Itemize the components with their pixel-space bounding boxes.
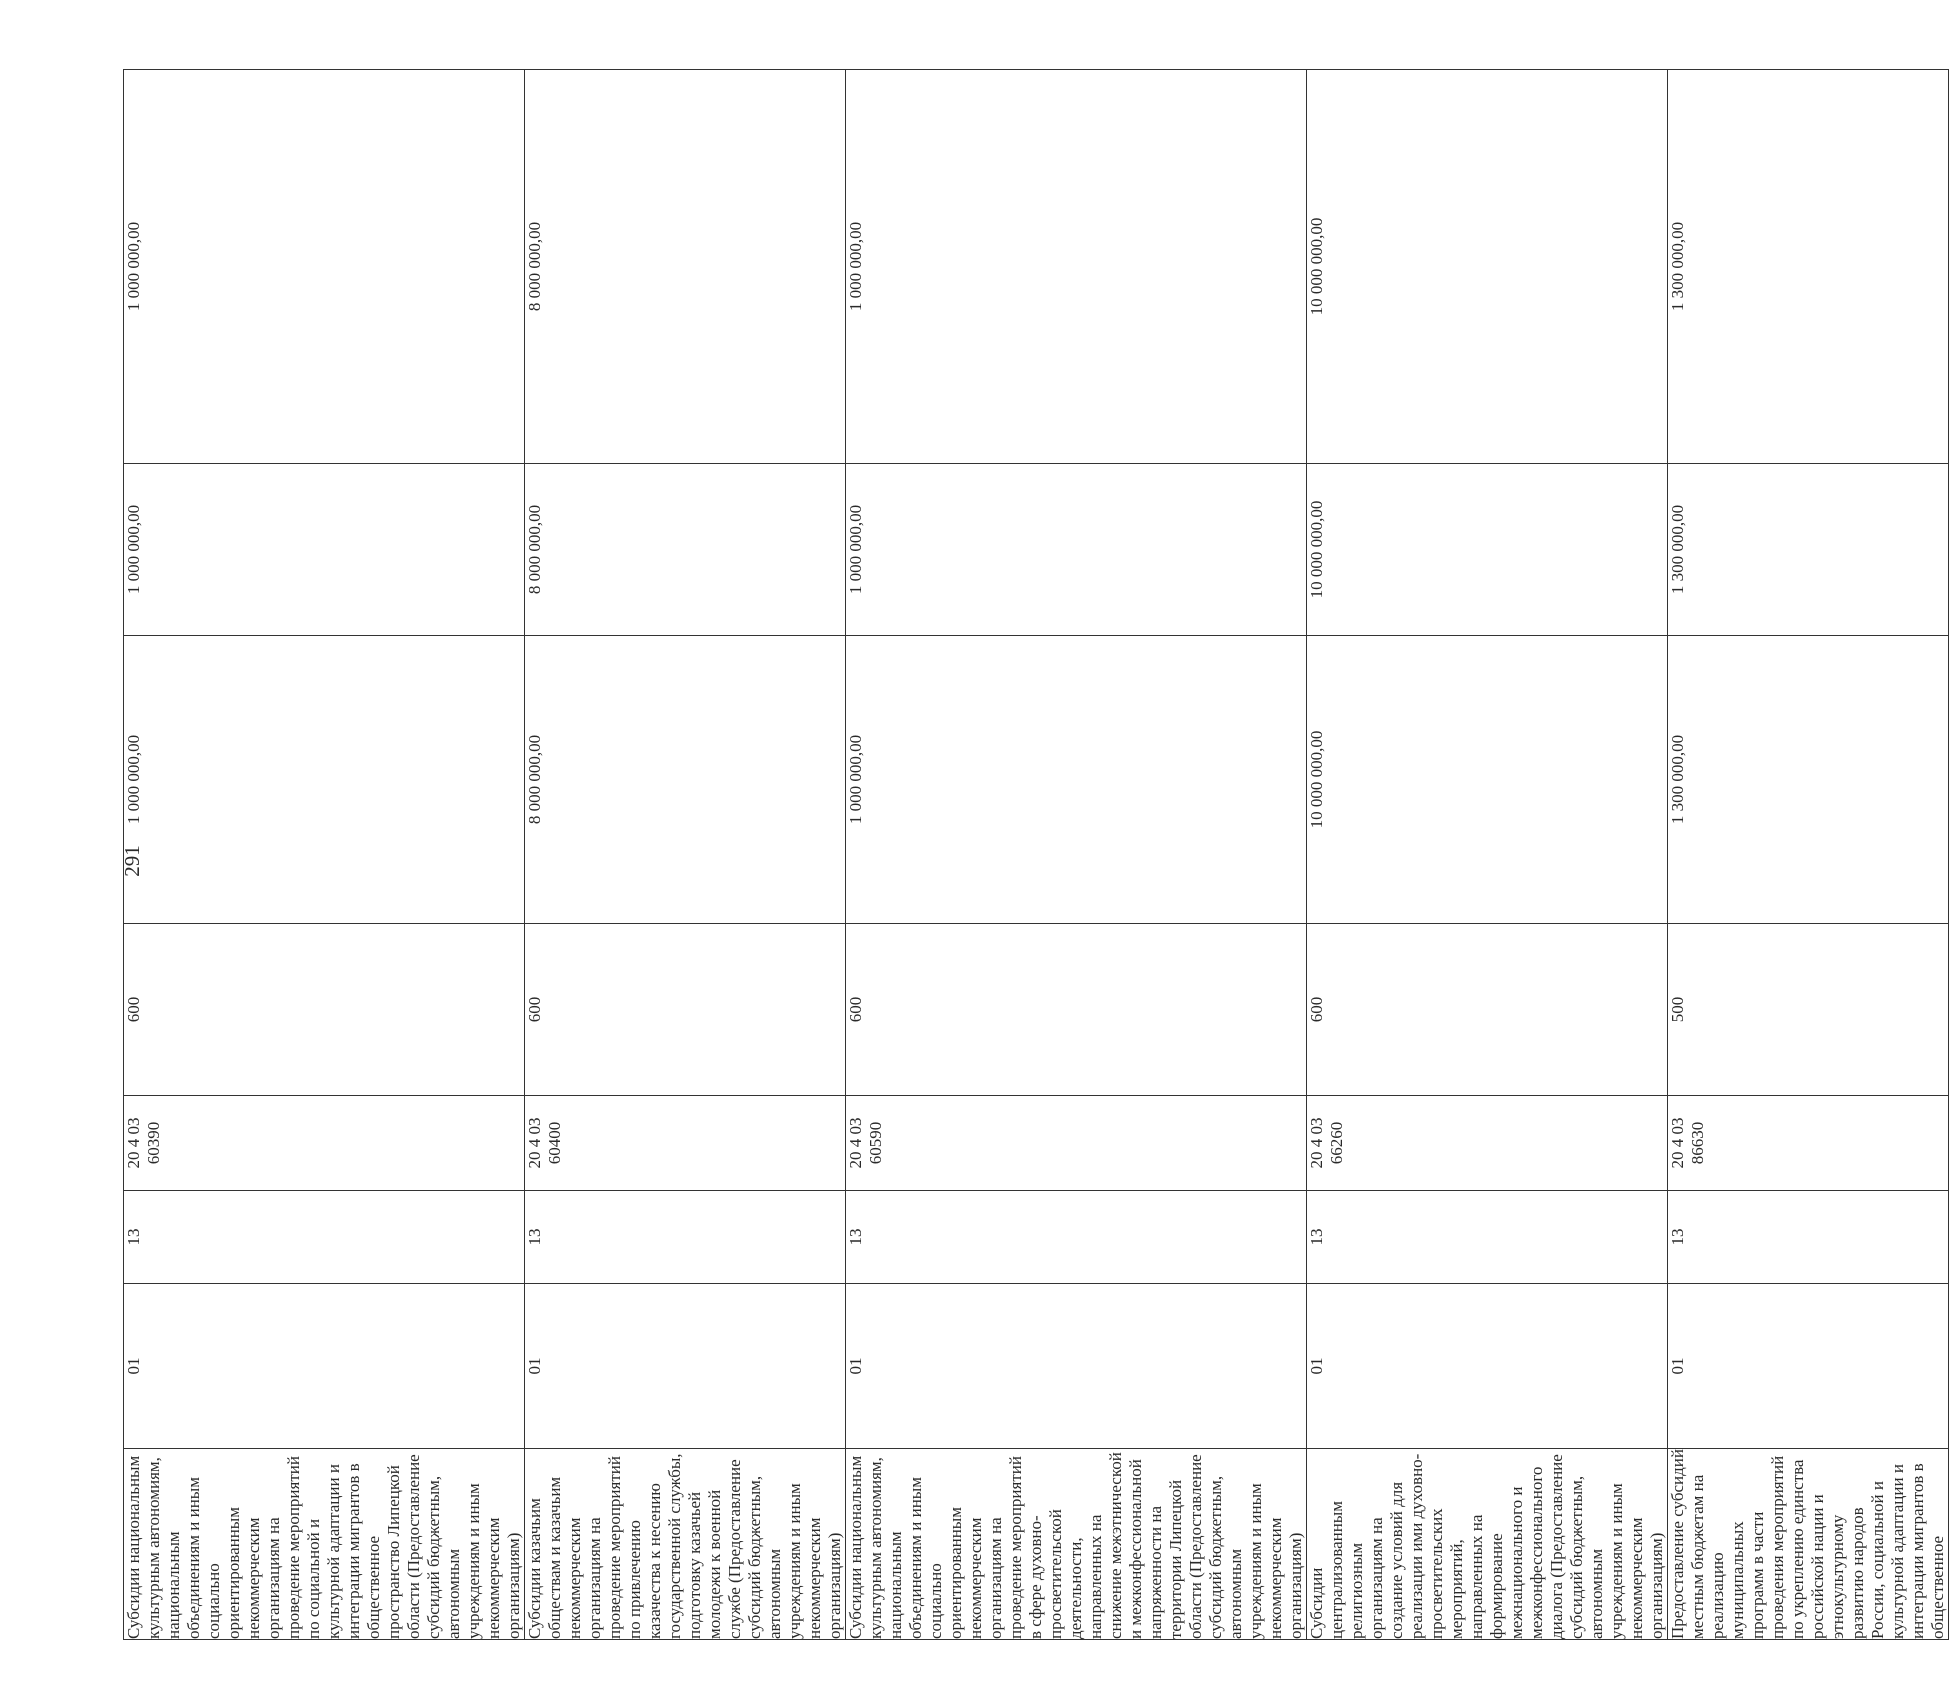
amount-1-cell: 10 000 000,00: [1307, 636, 1668, 924]
amount-1-cell: 1 300 000,00: [1668, 636, 1949, 924]
amount-3-cell: 1 300 000,00: [1668, 70, 1949, 464]
table-row: [1307, 70, 1668, 1640]
subsection-cell: 13: [124, 1191, 525, 1284]
subsection-cell: 13: [525, 1191, 846, 1284]
page-number: 291: [120, 845, 144, 877]
amount-2-cell: 8 000 000,00: [525, 464, 846, 636]
target-article-cell: 20 4 03 60590: [846, 1096, 1307, 1191]
table-row: [124, 70, 525, 1640]
budget-table: [123, 69, 1949, 1640]
subsection-cell: 13: [1668, 1191, 1949, 1284]
amount-2-cell: 1 000 000,00: [124, 464, 525, 636]
subsection-cell: 13: [1307, 1191, 1668, 1284]
amount-3-cell: 8 000 000,00: [525, 70, 846, 464]
amount-1-cell: 1 000 000,00: [846, 636, 1307, 924]
table-row: [846, 70, 1307, 1640]
section-cell: 01: [1668, 1284, 1949, 1449]
table-row: [1668, 70, 1949, 1640]
expense-type-cell: 600: [124, 924, 525, 1096]
section-cell: 01: [124, 1284, 525, 1449]
row-description: Субсидии национальным культурным автономиям, национальным объединениям и иным социально ориентированным некоммерческим организациям на проведение мероприятий по социальной и культурной адаптации и интеграции мигрантов в общественное пространство Липецкой области (Предоставление субсидий бюджетным, автономным учреждениям и иным некоммерческим организациям): [124, 1449, 525, 1640]
row-description: Субсидии национальным культурным автономиям, национальным объединениям и иным социально ориентированным некоммерческим организациям на проведение мероприятий в сфере духовно-просветительской деятельности, направленных на снижение межэтнической и межконфессиональной напряженности на территории Липецкой области (Предоставление субсидий бюджетным, автономным учреждениям и иным некоммерческим организациям): [846, 1449, 1307, 1640]
table-row: [525, 70, 846, 1640]
target-article-cell: 20 4 03 86630: [1668, 1096, 1949, 1191]
expense-type-cell: 600: [846, 924, 1307, 1096]
amount-3-cell: 1 000 000,00: [124, 70, 525, 464]
row-description: Субсидии централизованным религиозным организациям на создание условий для реализации ими духовно-просветительских мероприятий, направленных на формирование межнационального и межконфессионального диалога (Предоставление субсидий бюджетным, автономным учреждениям и иным некоммерческим организациям): [1307, 1449, 1668, 1640]
amount-3-cell: 10 000 000,00: [1307, 70, 1668, 464]
amount-1-cell: 8 000 000,00: [525, 636, 846, 924]
row-description: Предоставление субсидий местным бюджетам на реализацию муниципальных программ в части проведения мероприятий по укреплению единства российской нации и этнокультурному развитию народов России, социальной и культурной адаптации и интеграции мигрантов в общественное: [1668, 1449, 1947, 1639]
target-article-cell: 20 4 03 66260: [1307, 1096, 1668, 1191]
amount-2-cell: 1 000 000,00: [846, 464, 1307, 636]
expense-type-cell: 500: [1668, 924, 1949, 1096]
section-cell: 01: [846, 1284, 1307, 1449]
amount-2-cell: 10 000 000,00: [1307, 464, 1668, 636]
section-cell: 01: [525, 1284, 846, 1449]
subsection-cell: 13: [846, 1191, 1307, 1284]
amount-3-cell: 1 000 000,00: [846, 70, 1307, 464]
target-article-cell: 20 4 03 60400: [525, 1096, 846, 1191]
expense-type-cell: 600: [525, 924, 846, 1096]
expense-type-cell: 600: [1307, 924, 1668, 1096]
row-description: Субсидии казачьим обществам и казачьим некоммерческим организациям на проведение мероприятий по привлечению казачества к несению государственной службы, подготовку казачьей молодежи к военной службе (Предоставление субсидий бюджетным, автономным учреждениям и иным некоммерческим организациям): [525, 1449, 846, 1640]
section-cell: 01: [1307, 1284, 1668, 1449]
budget-table-container: [123, 70, 1947, 1640]
amount-2-cell: 1 300 000,00: [1668, 464, 1949, 636]
target-article-cell: 20 4 03 60390: [124, 1096, 525, 1191]
amount-1-cell: 1 000 000,00: [124, 636, 525, 924]
